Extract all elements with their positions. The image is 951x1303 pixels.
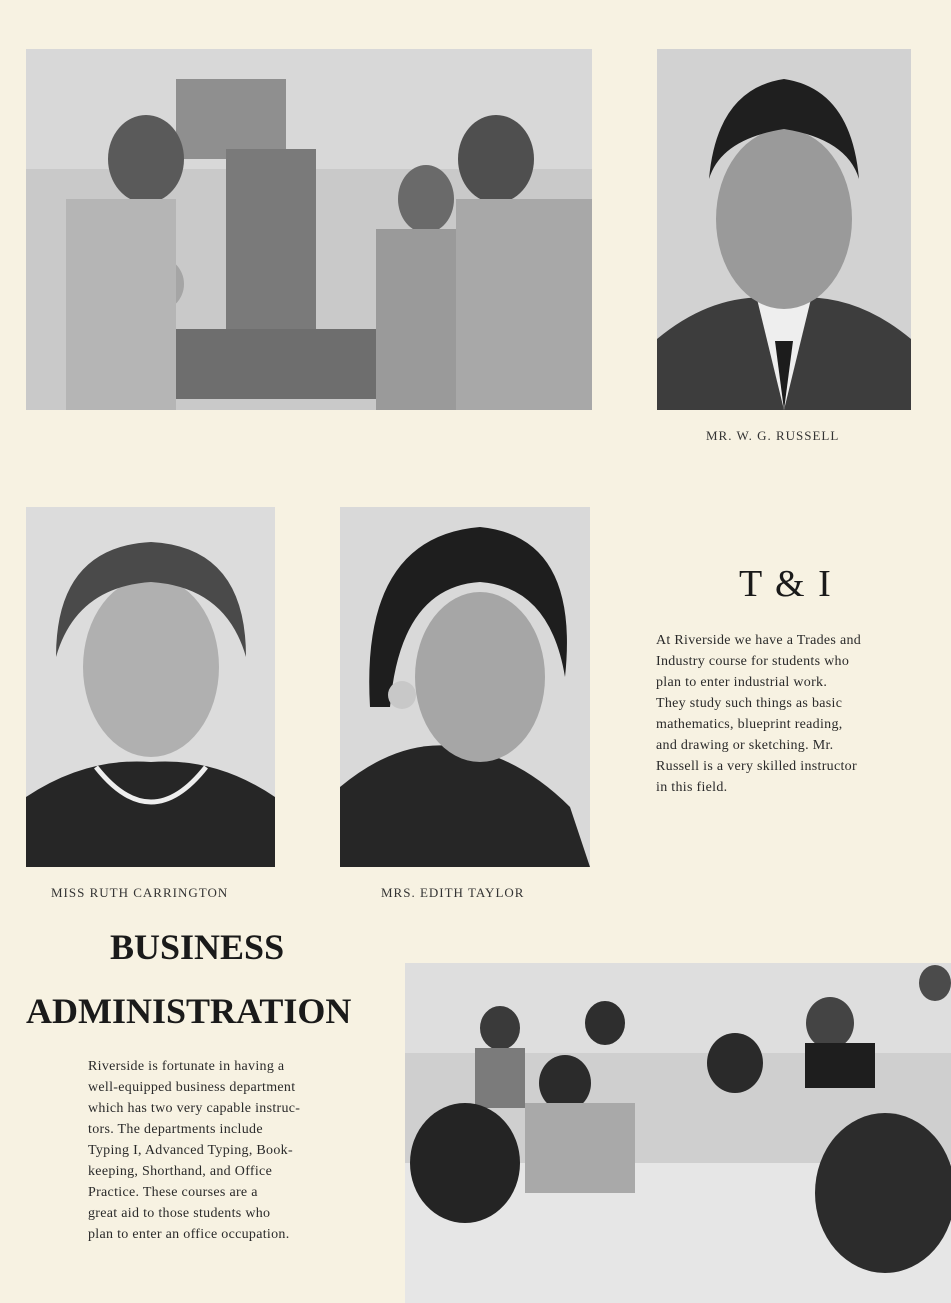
ti-paragraph: [656, 630, 861, 798]
ti-line: At Riverside we have a Trades and: [656, 633, 862, 648]
business-line: tors. The departments include: [88, 1122, 263, 1137]
taylor-caption: MRS. EDITH TAYLOR: [381, 885, 525, 900]
business-line: Riverside is fortunate in having a: [88, 1059, 285, 1074]
business-line: well-equipped business department: [88, 1080, 296, 1095]
ti-line: and drawing or sketching. Mr.: [656, 738, 834, 753]
business-heading-line1: BUSINESS: [110, 927, 285, 967]
russell-portrait-photo: [657, 49, 911, 410]
carrington-portrait-photo: [26, 507, 275, 867]
business-line: great aid to those students who: [88, 1206, 271, 1221]
ti-heading: T & I: [739, 563, 833, 605]
taylor-portrait-photo: [340, 507, 590, 867]
business-line: which has two very capable instruc-: [88, 1101, 301, 1116]
business-line: keeping, Shorthand, and Office: [88, 1164, 273, 1179]
business-paragraph: [88, 1056, 300, 1245]
typing-class-photo: [405, 963, 951, 1303]
ti-line: Industry course for students who: [656, 654, 850, 669]
russell-caption: MR. W. G. RUSSELL: [706, 428, 840, 443]
ti-line: Russell is a very skilled instructor: [656, 759, 857, 774]
ti-line: plan to enter industrial work.: [656, 675, 828, 690]
business-heading-line2: ADMINISTRATION: [26, 991, 352, 1031]
carrington-caption: MISS RUTH CARRINGTON: [51, 885, 229, 900]
ti-line: They study such things as basic: [656, 696, 843, 711]
ti-line: mathematics, blueprint reading,: [656, 717, 843, 732]
ti-line: in this field.: [656, 780, 728, 795]
business-line: plan to enter an office occupation.: [88, 1227, 290, 1242]
business-line: Practice. These courses are a: [88, 1185, 258, 1200]
business-line: Typing I, Advanced Typing, Book-: [88, 1143, 293, 1158]
machine-shop-photo: [26, 49, 592, 410]
